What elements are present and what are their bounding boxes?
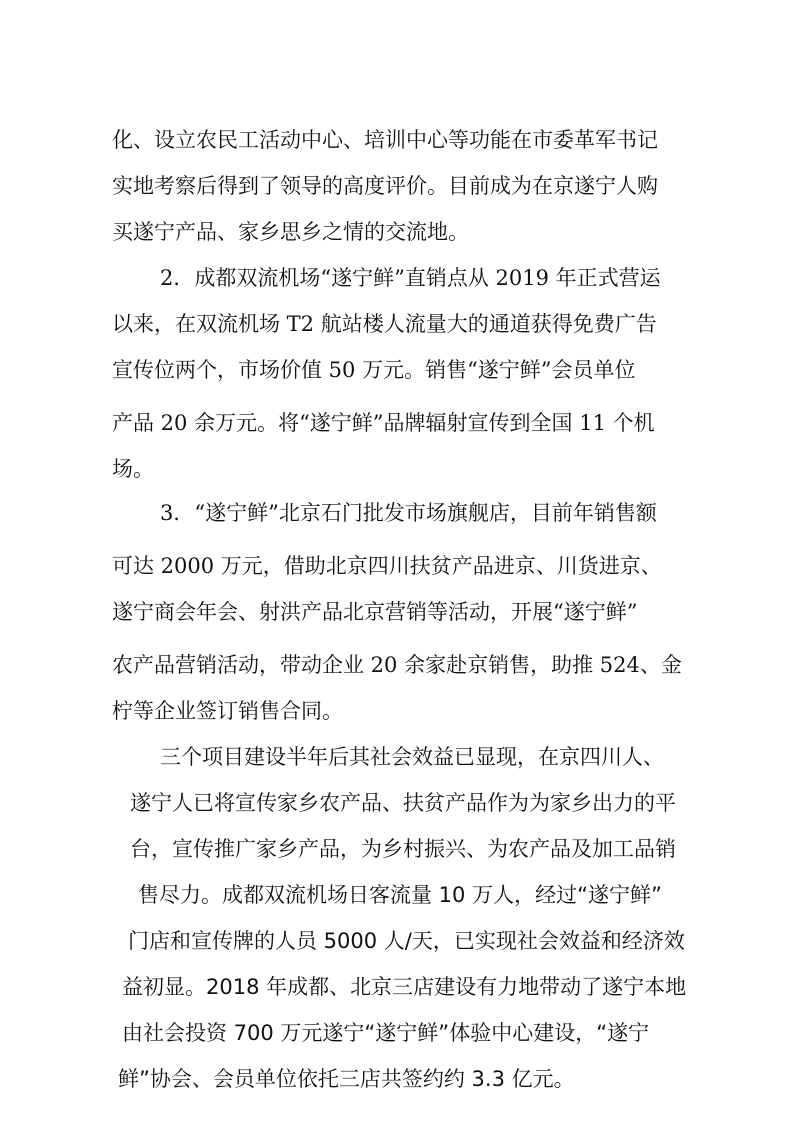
text-line: 农产品营销活动，带动企业 20 余家赴京销售，助推 524、金 (112, 653, 682, 677)
text-line: 门店和宣传牌的人员 5000 人/天，已实现社会效益和经济效 (128, 929, 685, 953)
text-line: 实地考察后得到了领导的高度评价。目前成为在京遂宁人购 (112, 174, 658, 198)
text-line: 场。 (112, 457, 154, 481)
text-line: 3．“遂宁鲜”北京石门批发市场旗舰店，目前年销售额 (160, 501, 657, 525)
text-line: 以来，在双流机场 T2 航站楼人流量大的通道获得免费广告 (112, 312, 657, 336)
text-line: 遂宁商会年会、射洪产品北京营销等活动，开展“遂宁鲜” (112, 600, 638, 624)
text-line: 产品 20 余万元。将“遂宁鲜”品牌辐射宣传到全国 11 个机 (112, 411, 655, 435)
text-line: 台，宣传推广家乡产品，为乡村振兴、为农产品及加工品销 (130, 837, 676, 861)
text-line: 遂宁人已将宣传家乡农产品、扶贫产品作为为家乡出力的平 (130, 791, 676, 815)
text-line: 柠等企业签订销售合同。 (112, 699, 343, 723)
text-line: 化、设立农民工活动中心、培训中心等功能在市委革军书记 (112, 128, 658, 152)
text-line: 售尽力。成都双流机场日客流量 10 万人，经过“遂宁鲜” (138, 883, 662, 907)
text-line: 宣传位两个，市场价值 50 万元。销售“遂宁鲜”会员单位 (112, 358, 636, 382)
text-line: 益初显。2018 年成都、北京三店建设有力地带动了遂宁本地 (122, 975, 687, 999)
text-line: 三个项目建设半年后其社会效益已显现，在京四川人、 (160, 745, 664, 769)
text-line: 买遂宁产品、家乡思乡之情的交流地。 (112, 220, 469, 244)
text-line: 由社会投资 700 万元遂宁“遂宁鲜”体验中心建设，“遂宁 (122, 1021, 650, 1045)
text-line: 2．成都双流机场“遂宁鲜”直销点从 2019 年正式营运 (160, 266, 661, 290)
text-line: 鲜”协会、会员单位依托三店共签约约 3.3 亿元。 (118, 1067, 575, 1091)
text-line: 可达 2000 万元，借助北京四川扶贫产品进京、川货进京、 (112, 554, 662, 578)
